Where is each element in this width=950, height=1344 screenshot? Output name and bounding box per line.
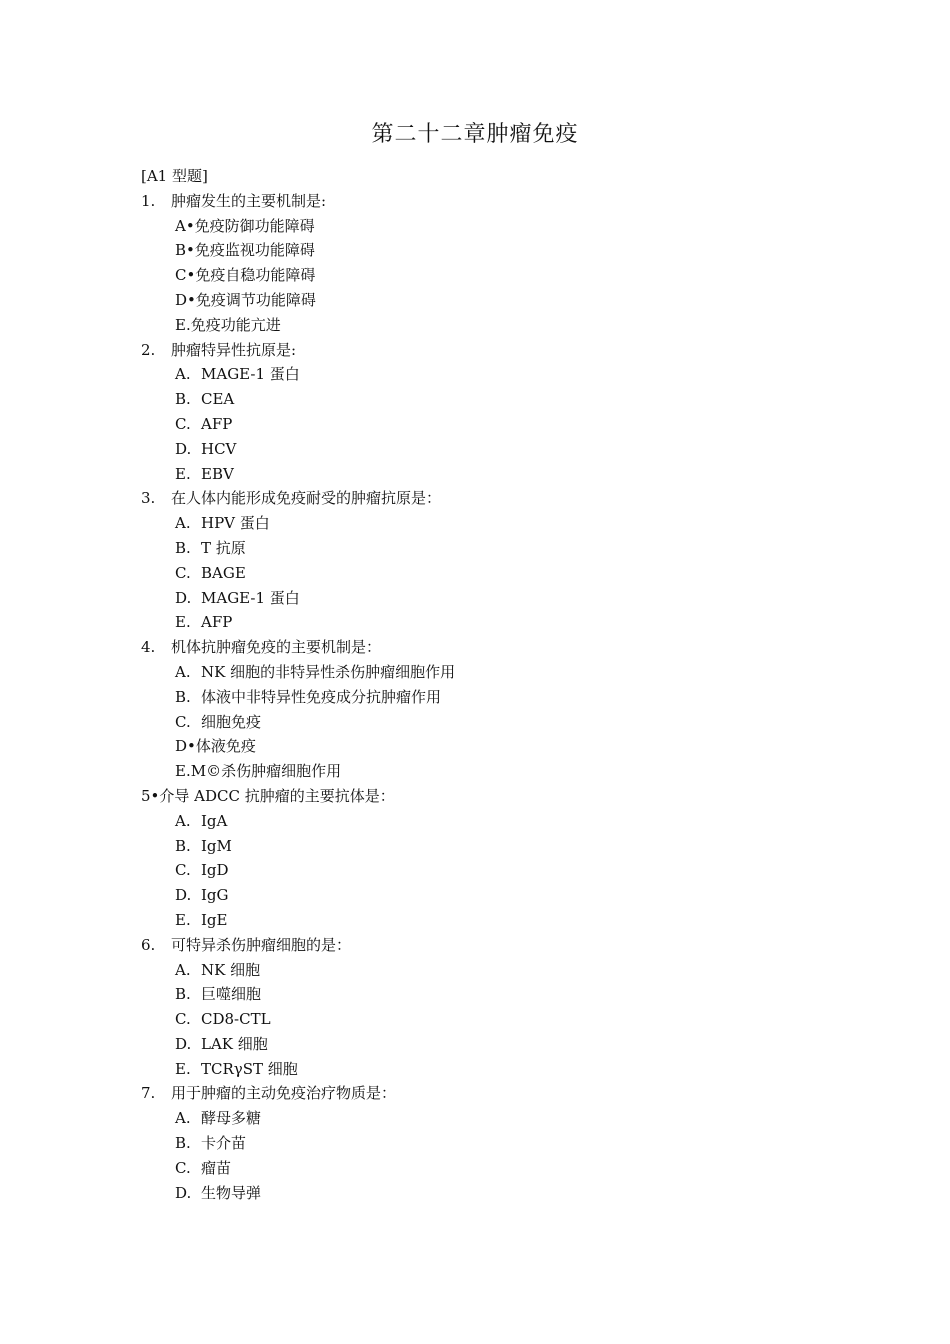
option-item <box>141 1057 841 1082</box>
option-letter: B. <box>175 836 191 855</box>
question-number: 7. <box>141 1084 156 1103</box>
option-letter: D. <box>175 1183 192 1202</box>
question-7 <box>141 1081 841 1106</box>
option-item <box>141 982 841 1007</box>
option-text: D•免疫调节功能障碍 <box>175 290 316 309</box>
question-5 <box>141 784 841 809</box>
question-text: 肿瘤发生的主要机制是: <box>171 191 327 210</box>
option-text: 巨噬细胞 <box>201 985 262 1004</box>
option-letter: C. <box>175 1010 191 1029</box>
option-text: 生物导弹 <box>201 1183 262 1202</box>
question-text: 5•介导 ADCC 抗肿瘤的主要抗体是： <box>141 786 395 805</box>
option-letter: A. <box>175 365 191 384</box>
option-text: EBV <box>201 464 234 483</box>
option-item <box>141 437 841 462</box>
option-item <box>141 809 841 834</box>
option-letter: D. <box>175 886 192 905</box>
option-text: A•免疫防御功能障碍 <box>175 216 315 235</box>
option-item <box>141 834 841 859</box>
option-text: MAGE-1 蛋白 <box>201 588 300 607</box>
option-letter: A. <box>175 1109 191 1128</box>
option-item <box>141 858 841 883</box>
option-text: NK 细胞的非特异性杀伤肿瘤细胞作用 <box>201 662 456 681</box>
option-item <box>141 561 841 586</box>
option-letter: D. <box>175 588 192 607</box>
question-text: 用于肿瘤的主动免疫治疗物质是： <box>171 1084 397 1103</box>
option-item <box>141 238 841 263</box>
option-letter: E. <box>175 464 191 483</box>
question-number: 4. <box>141 638 156 657</box>
option-letter: B. <box>175 985 191 1004</box>
option-item <box>141 660 841 685</box>
option-item <box>141 511 841 536</box>
option-item <box>141 1181 841 1206</box>
option-text: LAK 细胞 <box>201 1034 268 1053</box>
option-text: IgG <box>201 886 229 905</box>
question-list <box>141 164 841 1205</box>
option-letter: E. <box>175 1059 191 1078</box>
option-item <box>141 387 841 412</box>
option-letter: C. <box>175 563 191 582</box>
option-text: AFP <box>201 414 233 433</box>
option-letter: E. <box>175 613 191 632</box>
option-item <box>141 362 841 387</box>
option-text: CD8-CTL <box>201 1010 271 1029</box>
option-letter: A. <box>175 514 191 533</box>
option-text: 细胞免疫 <box>201 712 262 731</box>
option-item <box>141 710 841 735</box>
option-letter: B. <box>175 390 191 409</box>
option-text: IgA <box>201 811 228 830</box>
option-text: IgE <box>201 910 228 929</box>
option-item <box>141 462 841 487</box>
option-letter: D. <box>175 439 192 458</box>
option-item <box>141 958 841 983</box>
option-letter: B. <box>175 538 191 557</box>
option-text: CEA <box>201 390 235 409</box>
option-text: 卡介苗 <box>201 1134 247 1153</box>
option-item <box>141 883 841 908</box>
option-item <box>141 734 841 759</box>
question-number: 6. <box>141 935 156 954</box>
option-text: 酵母多糖 <box>201 1109 262 1128</box>
question-number: 2. <box>141 340 156 359</box>
question-2 <box>141 338 841 363</box>
option-text: IgM <box>201 836 232 855</box>
question-number: 1. <box>141 191 156 210</box>
question-6 <box>141 933 841 958</box>
option-text: 瘤苗 <box>201 1158 232 1177</box>
option-item <box>141 263 841 288</box>
option-letter: D. <box>175 1034 192 1053</box>
option-item <box>141 536 841 561</box>
option-letter: C. <box>175 712 191 731</box>
option-text: E.M©杀伤肿瘤细胞作用 <box>175 762 342 781</box>
option-text: IgD <box>201 861 229 880</box>
option-letter: B. <box>175 687 191 706</box>
question-number: 3. <box>141 489 156 508</box>
option-item <box>141 1106 841 1131</box>
question-1 <box>141 189 841 214</box>
option-letter: B. <box>175 1134 191 1153</box>
option-item <box>141 1131 841 1156</box>
option-letter: E. <box>175 910 191 929</box>
option-item <box>141 1156 841 1181</box>
question-text: 可特异杀伤肿瘤细胞的是： <box>171 935 352 954</box>
question-text: 肿瘤特异性抗原是: <box>171 340 297 359</box>
option-text: E.免疫功能亢进 <box>175 315 281 334</box>
option-item <box>141 610 841 635</box>
option-text: AFP <box>201 613 233 632</box>
option-letter: A. <box>175 811 191 830</box>
chapter-title: 第二十二章肿瘤免疫 <box>371 122 579 147</box>
option-text: BAGE <box>201 563 246 582</box>
option-item <box>141 214 841 239</box>
option-text: T 抗原 <box>201 538 246 557</box>
question-3 <box>141 486 841 511</box>
option-text: C•免疫自稳功能障碍 <box>175 266 316 285</box>
option-item <box>141 586 841 611</box>
option-letter: C. <box>175 1158 191 1177</box>
option-letter: C. <box>175 414 191 433</box>
option-text: 体液中非特异性免疫成分抗肿瘤作用 <box>201 687 442 706</box>
option-letter: A. <box>175 960 191 979</box>
question-4 <box>141 635 841 660</box>
option-text: MAGE-1 蛋白 <box>201 365 300 384</box>
option-item <box>141 288 841 313</box>
section-heading: [A1 型题] <box>141 167 208 185</box>
option-item <box>141 908 841 933</box>
question-text: 在人体内能形成免疫耐受的肿瘤抗原是： <box>171 489 442 508</box>
option-item <box>141 412 841 437</box>
option-item <box>141 1007 841 1032</box>
option-item <box>141 1032 841 1057</box>
option-item <box>141 313 841 338</box>
option-text: HPV 蛋白 <box>201 514 270 533</box>
option-text: HCV <box>201 439 237 458</box>
option-text: NK 细胞 <box>201 960 261 979</box>
option-text: TCRγST 细胞 <box>201 1059 298 1078</box>
option-letter: C. <box>175 861 191 880</box>
question-text: 机体抗肿瘤免疫的主要机制是： <box>171 638 382 657</box>
option-text: B•免疫监视功能障碍 <box>175 241 315 260</box>
option-text: D•体液免疫 <box>175 737 256 756</box>
option-item <box>141 685 841 710</box>
option-letter: A. <box>175 662 191 681</box>
option-item <box>141 759 841 784</box>
